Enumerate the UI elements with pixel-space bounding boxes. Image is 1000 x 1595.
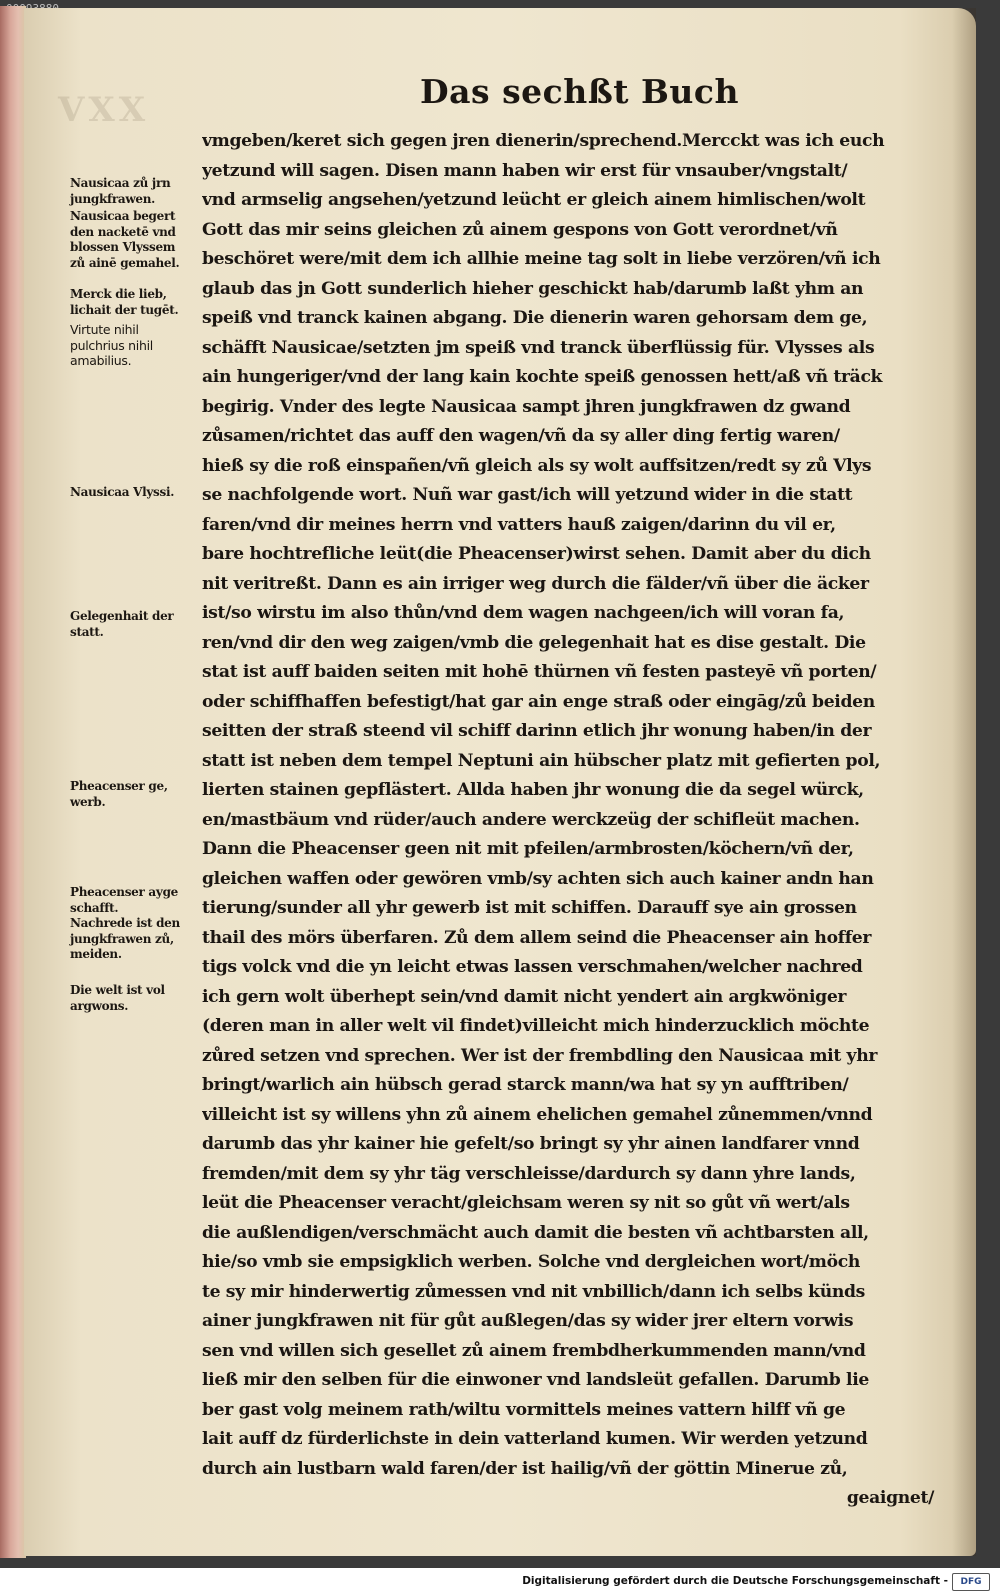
margin-note-nausicaa-desires: [70, 209, 200, 271]
text-line: statt ist neben dem tempel Neptuni ain hübscher platz mit gefierten pol,: [202, 750, 881, 771]
note-line: Nachrede ist den: [70, 916, 180, 930]
text-line: tierung/sunder all yhr gewerb ist mit schiffen. Darauff sye ain grossen: [202, 898, 857, 918]
running-title: Das sechßt Buch: [420, 72, 740, 111]
text-line: ließ mir den selben für die einwoner vnd landsleüt gefallen. Darumb lie: [202, 1370, 869, 1390]
footer-bar: [0, 1568, 1000, 1595]
text-line: ist/so wirstu im also thůn/vnd dem wagen nachgeen/ich will voran fa,: [202, 603, 845, 623]
text-line: schäfft Nausicae/setzten jm speiß vnd tranck überflüssig für. Vlysses als: [202, 337, 875, 358]
text-line: hie/so vmb sie empsigklich werben. Solche vnd dergleichen wort/möch: [202, 1252, 860, 1272]
red-page-edge: [0, 6, 26, 1558]
note-line: den nacketē vnd: [70, 224, 176, 239]
text-line: durch ain lustbarn wald faren/der ist hailig/vñ der göttin Minerue zů,: [202, 1458, 848, 1479]
text-line: (deren man in aller welt vil findet)villeicht mich hinderzucklich möchte: [202, 1016, 870, 1036]
margin-note-latin: [70, 322, 200, 369]
note-line: Gelegenhait der: [70, 609, 174, 623]
note-line: Nausicaa begert: [70, 209, 176, 223]
margin-note-suspicion: [70, 983, 200, 1014]
margin-note-nausicaa-ulysses: [70, 485, 200, 501]
note-line: schafft.: [70, 900, 119, 915]
text-line: en/mastbäum vnd rüder/auch andere werckzeüg der schifleüt machen.: [202, 809, 860, 830]
text-line: sen vnd willen sich gesellet zů ainem frembdherkummenden mann/vnd: [202, 1340, 866, 1361]
text-line: leüt die Pheacenser veracht/gleichsam weren sy nit so gůt vñ wert/als: [202, 1193, 850, 1213]
text-line: stat ist auff baiden seiten mit hohē thürnen vñ festen pasteyē vñ porten/: [202, 662, 877, 682]
text-line: lait auff dz fürderlichste in dein vatterland kumen. Wir werden yetzund: [202, 1429, 868, 1449]
note-line: jungkfrawen.: [70, 191, 156, 206]
note-line: pulchrius nihil: [70, 337, 153, 353]
page-curl-shadow: [952, 8, 976, 1556]
text-line: speiß vnd tranck kainen abgang. Die dienerin waren gehorsam dem ge,: [202, 308, 868, 328]
text-line: ich gern wolt überhept sein/vnd damit nicht yendert ain argkwöniger: [202, 986, 847, 1007]
text-line: die außlendigen/verschmächt auch damit die besten vñ achtbarsten all,: [202, 1222, 869, 1243]
note-line: amabilius.: [70, 353, 132, 368]
note-line: Pheacenser ayge: [70, 885, 178, 899]
note-line: jungkfrawen zů,: [70, 931, 174, 946]
text-line: ain hungeriger/vnd der lang kain kochte speiß genossen hett/aß vñ träck: [202, 367, 883, 387]
margin-note-virtue: [70, 287, 200, 318]
note-line: meiden.: [70, 947, 122, 961]
note-line: werb.: [70, 794, 106, 809]
text-line: darumb das yhr kainer hie gefelt/so bringt sy yhr ainen landfarer vnnd: [202, 1134, 860, 1154]
text-line: fremden/mit dem sy yhr täg verschleisse/dardurch sy dann yhre lands,: [202, 1163, 856, 1184]
text-line: beschöret were/mit dem ich allhie meine tag solt in liebe verzören/vñ ich: [202, 249, 881, 269]
text-line: thail des mörs überfaren. Zů dem allem seind die Pheacenser ain hoffer: [202, 927, 872, 948]
note-line: Merck die lieb,: [70, 287, 167, 301]
text-line: geaignet/: [846, 1488, 934, 1508]
note-line: Nausicaa Vlyssi.: [70, 485, 175, 499]
note-line: blossen Vlyssem: [70, 240, 176, 254]
text-line: zůred setzen vnd sprechen. Wer ist der frembdling den Nausicaa mit yhr: [202, 1045, 878, 1066]
text-line: vnd armselig angsehen/yetzund leücht er gleich ainem himlischen/wolt: [202, 190, 866, 210]
text-line: zůsamen/richtet das auff den wagen/vñ da sy aller ding fertig waren/: [202, 426, 840, 446]
note-line: Die welt ist vol: [70, 983, 165, 997]
margin-note-city-location: [70, 609, 200, 640]
text-line: gleichen waffen oder gewören vmb/sy achten sich auch kainer andn han: [202, 868, 874, 889]
note-line: Pheacenser ge,: [70, 779, 168, 793]
text-line: se nachfolgende wort. Nuñ war gast/ich will yetzund wider in die statt: [202, 485, 853, 505]
margin-note-pheacian-trade: [70, 779, 200, 810]
show-through-numeral: VXX: [58, 90, 150, 130]
text-line: yetzund will sagen. Disen mann haben wir erst für vnsauber/vngstalt/: [202, 160, 848, 181]
note-line: argwons.: [70, 998, 129, 1013]
text-line: Gott das mir seins gleichen zů ainem gespons von Gott verordnet/vñ: [202, 219, 838, 240]
note-line: statt.: [70, 624, 104, 639]
text-line: bare hochtrefliche leüt(die Pheacenser)wirst sehen. Damit aber du dich: [202, 544, 871, 564]
text-line: tigs volck vnd die yn leicht etwas lassen verschmahen/welcher nachred: [202, 957, 863, 977]
note-line: Virtute nihil: [70, 322, 139, 337]
text-line: vmgeben/keret sich gegen jren dienerin/sprechend.Mercckt was ich euch: [202, 131, 885, 151]
text-line: glaub das jn Gott sunderlich hieher geschickt hab/darumb laßt yhm an: [202, 278, 864, 299]
margin-note-gossip: [70, 916, 200, 963]
text-line: Dann die Pheacenser geen nit mit pfeilen/armbrosten/köchern/vñ der,: [202, 839, 854, 859]
text-line: seitten der straß steend vil schiff darinn etlich jhr wonung haben/in der: [202, 721, 872, 741]
note-line: lichait der tugēt.: [70, 302, 179, 317]
main-text-block: [202, 127, 944, 1514]
text-line: ber gast volg meinem rath/wiltu vormittels meines vattern hilff vñ ge: [202, 1399, 846, 1420]
margin-note-pheacian-nature: [70, 885, 200, 916]
text-line: ren/vnd dir den weg zaigen/vmb die gelegenhait hat es dise gestalt. Die: [202, 632, 866, 653]
text-line: bringt/warlich ain hübsch gerad starck mann/wa hat sy yn aufftriben/: [202, 1075, 849, 1095]
text-line: villeicht ist sy willens yhn zů ainem ehelichen gemahel zůnemmen/vnnd: [202, 1104, 873, 1125]
text-line: hieß sy die roß einspañen/vñ gleich als sy wolt auffsitzen/redt sy zů Vlys: [202, 455, 872, 476]
dfg-logo-icon: DFG: [952, 1573, 990, 1591]
text-line: nit veritreßt. Dann es ain irriger weg durch die fälder/vñ über die äcker: [202, 573, 869, 594]
text-line: ainer jungkfrawen nit für gůt außlegen/das sy wider jrer eltern vorwis: [202, 1311, 854, 1331]
funding-credit: Digitalisierung gefördert durch die Deutsche Forschungsgemeinschaft -: [522, 1575, 948, 1587]
text-line: begirig. Vnder des legte Nausicaa sampt jhren jungkfrawen dz gwand: [202, 396, 851, 417]
text-line: oder schiffhaffen befestigt/hat gar ain enge straß oder eingāg/zů beiden: [202, 691, 875, 712]
text-line: faren/vnd dir meines herrn vnd vatters hauß zaigen/darinn du vil er,: [202, 514, 836, 535]
note-line: Nausicaa zů jrn: [70, 176, 171, 190]
text-line: lierten stainen gepflästert. Allda haben jhr wonung die da segel würck,: [202, 780, 864, 800]
margin-note-nausicaa-maidens: [70, 176, 200, 207]
text-line: te sy mir hinderwertig zůmessen vnd nit vnbillich/dann ich selbs künds: [202, 1281, 866, 1302]
note-line: zů ainē gemahel.: [70, 255, 180, 270]
